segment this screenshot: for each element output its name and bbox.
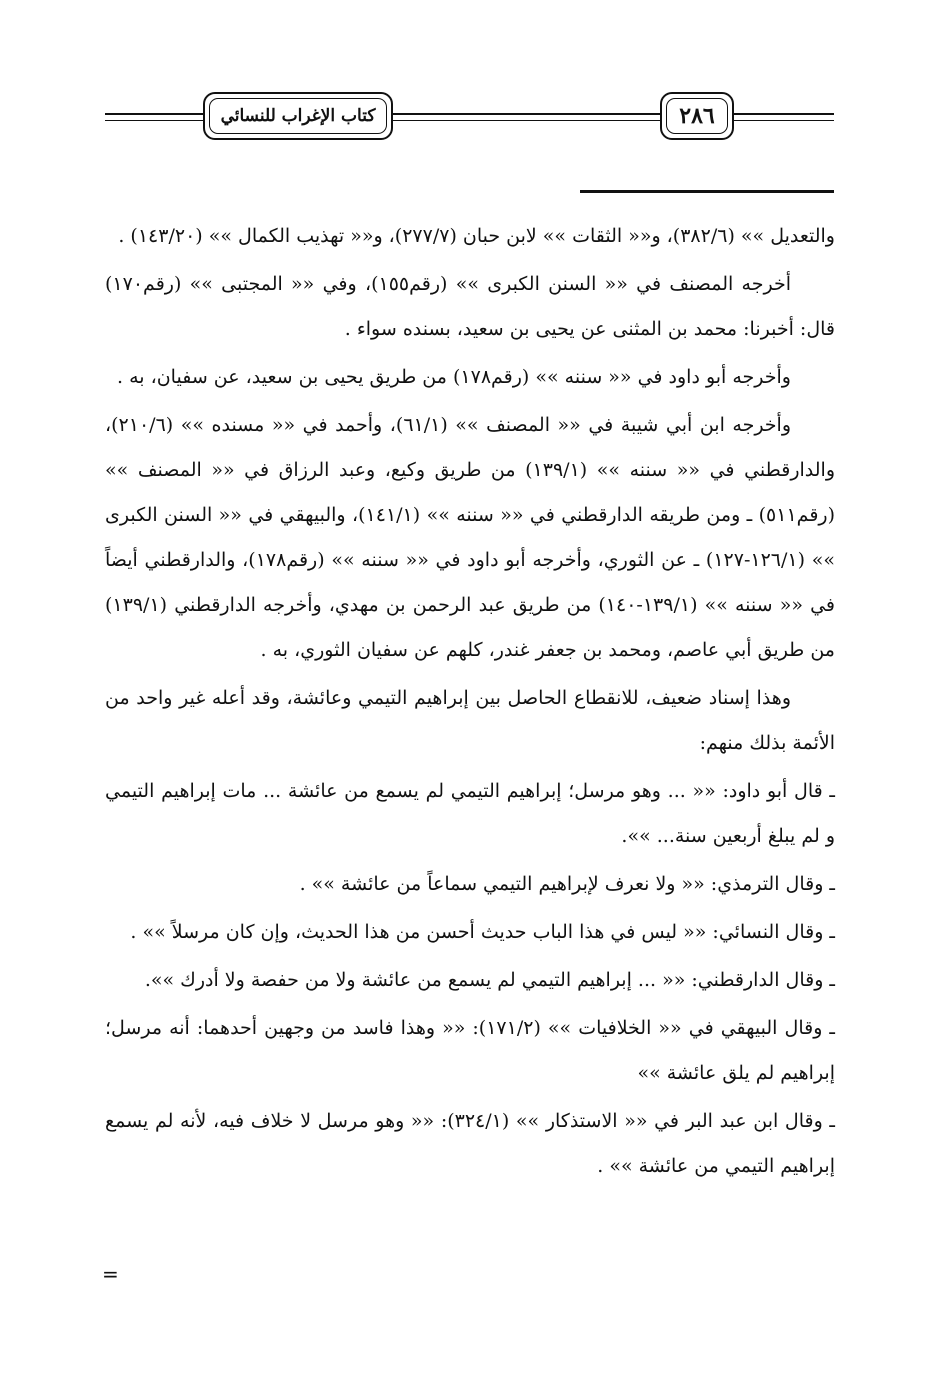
footnote-paragraph: وهذا إسناد ضعيف، للانقطاع الحاصل بين إبراهيم التيمي وعائشة، وقد أعله غير واحد من الأئمة بذلك منهم: — [105, 687, 835, 754]
footnote-paragraph: وأخرجه أبو داود في «« سننه »» (رقم١٧٨) من طريق يحيى بن سعيد، عن سفيان، به . — [117, 366, 791, 388]
footnote-paragraph: والتعديل »» (٣٨٢/٦)، و«« الثقات »» لابن حبان (٢٧٧/٧)، و«« تهذيب الكمال »» (١٤٣/٢٠) . — [118, 225, 835, 247]
footnote-quote-item: ـ وقال ابن عبد البر في «« الاستذكار »» (٣٢٤/١): «« وهو مرسل لا خلاف فيه، لأنه لم يسمع إبراهيم التيمي من عائشة »» . — [105, 1110, 835, 1177]
footnote-quote-item: ـ قال أبو داود: «« ... وهو مرسل؛ إبراهيم التيمي لم يسمع من عائشة ... مات إبراهيم التيمي و لم يبلغ أربعين سنة... »». — [105, 780, 835, 847]
running-head — [203, 92, 393, 140]
header-rule-middle-thin — [393, 120, 660, 121]
page-number-frame — [660, 92, 734, 140]
footnote-quote-item: ـ وقال النسائي: «« ليس في هذا الباب حديث أحسن من هذا الحديث، وإن كان مرسلاً »» . — [130, 921, 835, 943]
footnote-separator — [580, 190, 834, 193]
footnote-body — [105, 214, 835, 1192]
page-number: ٢٨٦ — [679, 103, 715, 129]
footnote-paragraph: أخرجه المصنف في «« السنن الكبرى »» (رقم١٥٥)، وفي «« المجتبى »» (رقم١٧٠) قال: أخبرنا: محمد بن المثنى عن يحيى بن سعيد، بسنده سواء . — [105, 273, 835, 340]
header-rule-right-thin — [734, 120, 834, 121]
footnote-quote-item: ـ وقال الدارقطني: «« ... إبراهيم التيمي لم يسمع من عائشة ولا من حفصة ولا أدرك »». — [144, 969, 835, 991]
header-rule-left-thin — [105, 120, 203, 121]
header-rule-left — [105, 113, 203, 115]
footnote-quote-item: ـ وقال الترمذي: «« ولا نعرف لإبراهيم التيمي سماعاً من عائشة »» . — [299, 873, 835, 895]
header-rule-right — [734, 113, 834, 115]
footnote-quote-item: ـ وقال البيهقي في «« الخلافيات »» (١٧١/٢): «« وهذا فاسد من وجهين أحدهما: أنه مرسل؛ إبراهيم لم يلق عائشة »» — [105, 1017, 835, 1084]
footnote-paragraph: وأخرجه ابن أبي شيبة في «« المصنف »» (٦١/١)، وأحمد في «« مسنده »» (٢١٠/٦)، والدارقطني في «« سننه »» (١٣٩/١) من طريق وكيع، وعبد الرزاق في «« المصنف »» (رقم٥١١) ـ ومن طريقه الدارقطني في «« سننه »» (١٤١/١)، والبيهقي في «« السنن الكبرى »» (١٢٦/١-١٢٧) ـ عن الثوري، وأخرجه أبو داود في «« سننه »» (رقم١٧٨)، والدارقطني أيضاً في «« سننه »» (١٣٩/١-١٤٠) من طريق عبد الرحمن بن مهدي، وأخرجه الدارقطني (١٣٩/١) من طريق أبي عاصم، ومحمد بن جعفر غندر، كلهم عن سفيان الثوري، به . — [105, 414, 835, 661]
header-rule-middle — [393, 113, 660, 115]
book-title: كتاب الإغراب للنسائي — [220, 106, 376, 126]
continuation-mark: = — [102, 1262, 119, 1286]
